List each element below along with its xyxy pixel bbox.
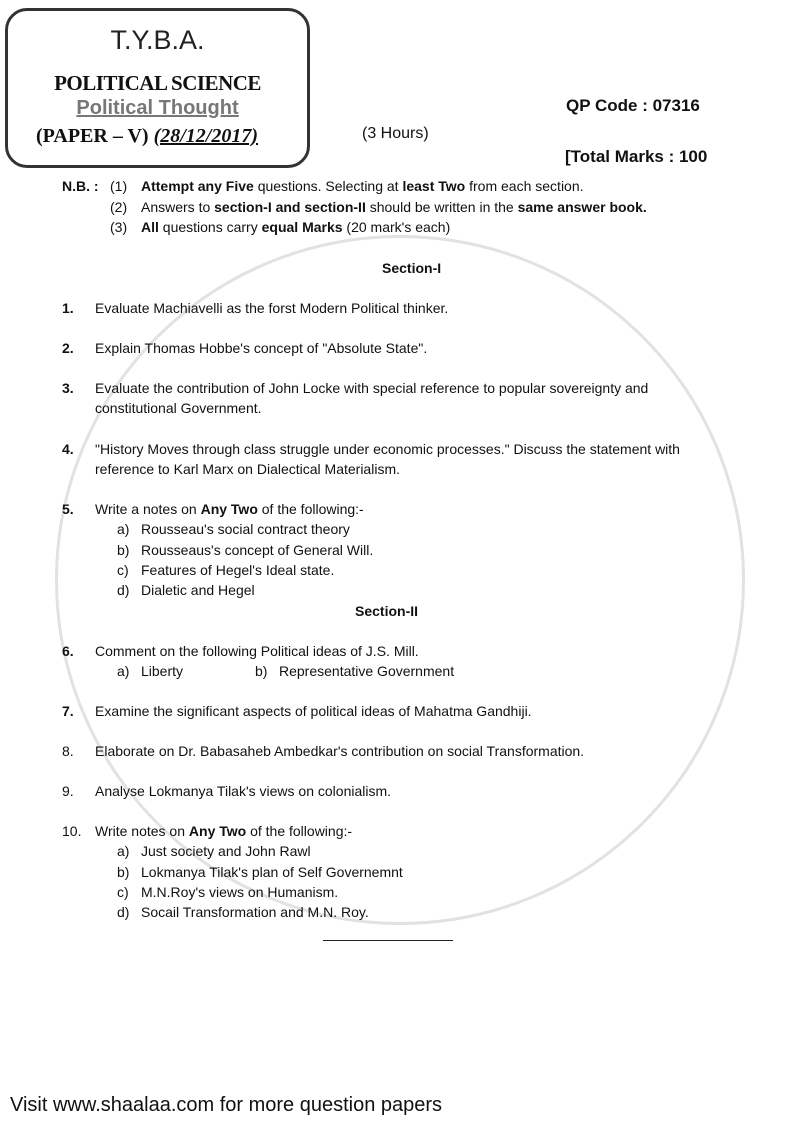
question-text (95, 400, 262, 417)
bold-text: Attempt any Five (141, 178, 254, 194)
text: Examine the significant aspects of political ideas of Mahatma Gandhiji. (95, 703, 532, 719)
sub-item-text: M.N.Roy's views on Humanism. (141, 883, 339, 900)
section-2-heading: Section-II (355, 603, 419, 619)
text: questions. Selecting at (253, 178, 403, 194)
course-title: T.Y.B.A. (110, 25, 205, 55)
text: Write notes on (95, 823, 189, 839)
question-text (95, 501, 364, 518)
text: (20 mark's each) (342, 219, 451, 235)
bold-text: same answer book. (517, 198, 647, 215)
text: should be written in the (365, 198, 518, 215)
question-number: 10. (62, 823, 82, 839)
text: Evaluate Machiavelli as the forst Modern Political thinker. (95, 300, 449, 316)
watermark-circle (55, 235, 745, 925)
sub-item-label: b) (117, 863, 130, 880)
text: questions carry (158, 219, 262, 235)
question-text (95, 743, 584, 760)
question-number: 7. (62, 703, 74, 719)
text: Elaborate on Dr. Babasaheb Ambedkar's contribution on social Transformation. (95, 743, 585, 759)
duration: (3 Hours) (362, 125, 429, 142)
sub-item-text: Socail Transformation and M.N. Roy. (141, 903, 369, 920)
section-1-heading: Section-I (382, 260, 442, 276)
nb-number: (1) (110, 178, 128, 194)
nb-number: (2) (110, 198, 128, 215)
sub-item-text: Rousseaus's concept of General Will. (141, 541, 374, 558)
question-text (95, 783, 391, 800)
question-text (95, 643, 419, 660)
text: reference to Karl Marx on Dialectical Materialism. (95, 461, 400, 478)
sub-item-label: d) (117, 903, 130, 920)
sub-item-label: a) (117, 521, 130, 538)
sub-item-label: c) (117, 883, 129, 900)
sub-item-label: b) (117, 541, 130, 558)
question-number: 8. (62, 743, 74, 759)
sub-item-label: a) (117, 663, 130, 680)
question-text (95, 461, 400, 478)
bold-text: Any Two (188, 823, 247, 839)
qp-code: QP Code : 07316 (566, 96, 700, 115)
nb-number: (3) (110, 219, 128, 235)
text: Evaluate the contribution of John Locke with special reference to popular sovereignty and (95, 380, 649, 396)
sub-item-label: d) (117, 581, 130, 598)
end-rule (323, 940, 453, 941)
nb-label: N.B. : (62, 178, 99, 194)
text: of the following:- (246, 823, 353, 839)
header-box (5, 8, 310, 168)
question-text (95, 823, 352, 840)
text: constitutional Government. (95, 400, 262, 417)
sub-item-label: c) (117, 561, 129, 578)
sub-item-text: Liberty (141, 663, 184, 680)
exam-date: (28/12/2017) (153, 125, 259, 147)
text: Analyse Lokmanya Tilak's views on colonialism. (95, 783, 392, 799)
question-number: 1. (62, 300, 74, 316)
sub-item-text: Just society and John Rawl (141, 843, 311, 860)
sub-item-text: Representative Government (279, 663, 455, 680)
paper-info (36, 125, 258, 148)
paper-title: Political Thought (76, 97, 239, 119)
nb-item (141, 199, 647, 216)
question-number: 6. (62, 643, 74, 659)
footer-text: Visit www.shaalaa.com for more question papers (10, 1094, 443, 1116)
question-text (95, 441, 680, 458)
nb-item (141, 178, 584, 195)
paper-number: (PAPER – V) (36, 125, 149, 147)
question-text (95, 703, 532, 720)
text: from each section. (465, 178, 584, 194)
text: Comment on the following Political ideas of J.S. Mill. (95, 643, 419, 659)
bold-text: least Two (402, 178, 466, 194)
bold-text: equal Marks (261, 219, 343, 235)
subject-title: POLITICAL SCIENCE (54, 71, 261, 95)
bold-text: section-I and section-II (214, 198, 366, 215)
text: "History Moves through class struggle under economic processes." Discuss the statement with (95, 441, 680, 457)
bold-text: All (141, 219, 159, 235)
question-number: 2. (62, 340, 74, 356)
question-text (95, 340, 427, 357)
sub-item-label: a) (117, 843, 130, 860)
text: Answers to (141, 198, 215, 215)
question-number: 3. (62, 380, 74, 396)
question-text (95, 300, 448, 317)
text: Write a notes on (95, 501, 201, 517)
sub-item-text: Rousseau's social contract theory (141, 521, 350, 538)
sub-item-text: Features of Hegel's Ideal state. (141, 561, 335, 578)
sub-item-text: Lokmanya Tilak's plan of Self Governemnt (141, 863, 403, 880)
text: Explain Thomas Hobbe's concept of "Absolute State". (95, 340, 428, 356)
text: of the following:- (257, 501, 364, 517)
nb-item (141, 219, 450, 236)
sub-item-label: b) (255, 663, 268, 680)
sub-item-text: Dialetic and Hegel (141, 581, 255, 598)
bold-text: Any Two (200, 501, 258, 517)
question-number: 4. (62, 441, 74, 457)
total-marks: [Total Marks : 100 (565, 147, 708, 166)
question-number: 9. (62, 783, 74, 799)
question-text (95, 380, 648, 397)
question-number: 5. (62, 501, 74, 517)
